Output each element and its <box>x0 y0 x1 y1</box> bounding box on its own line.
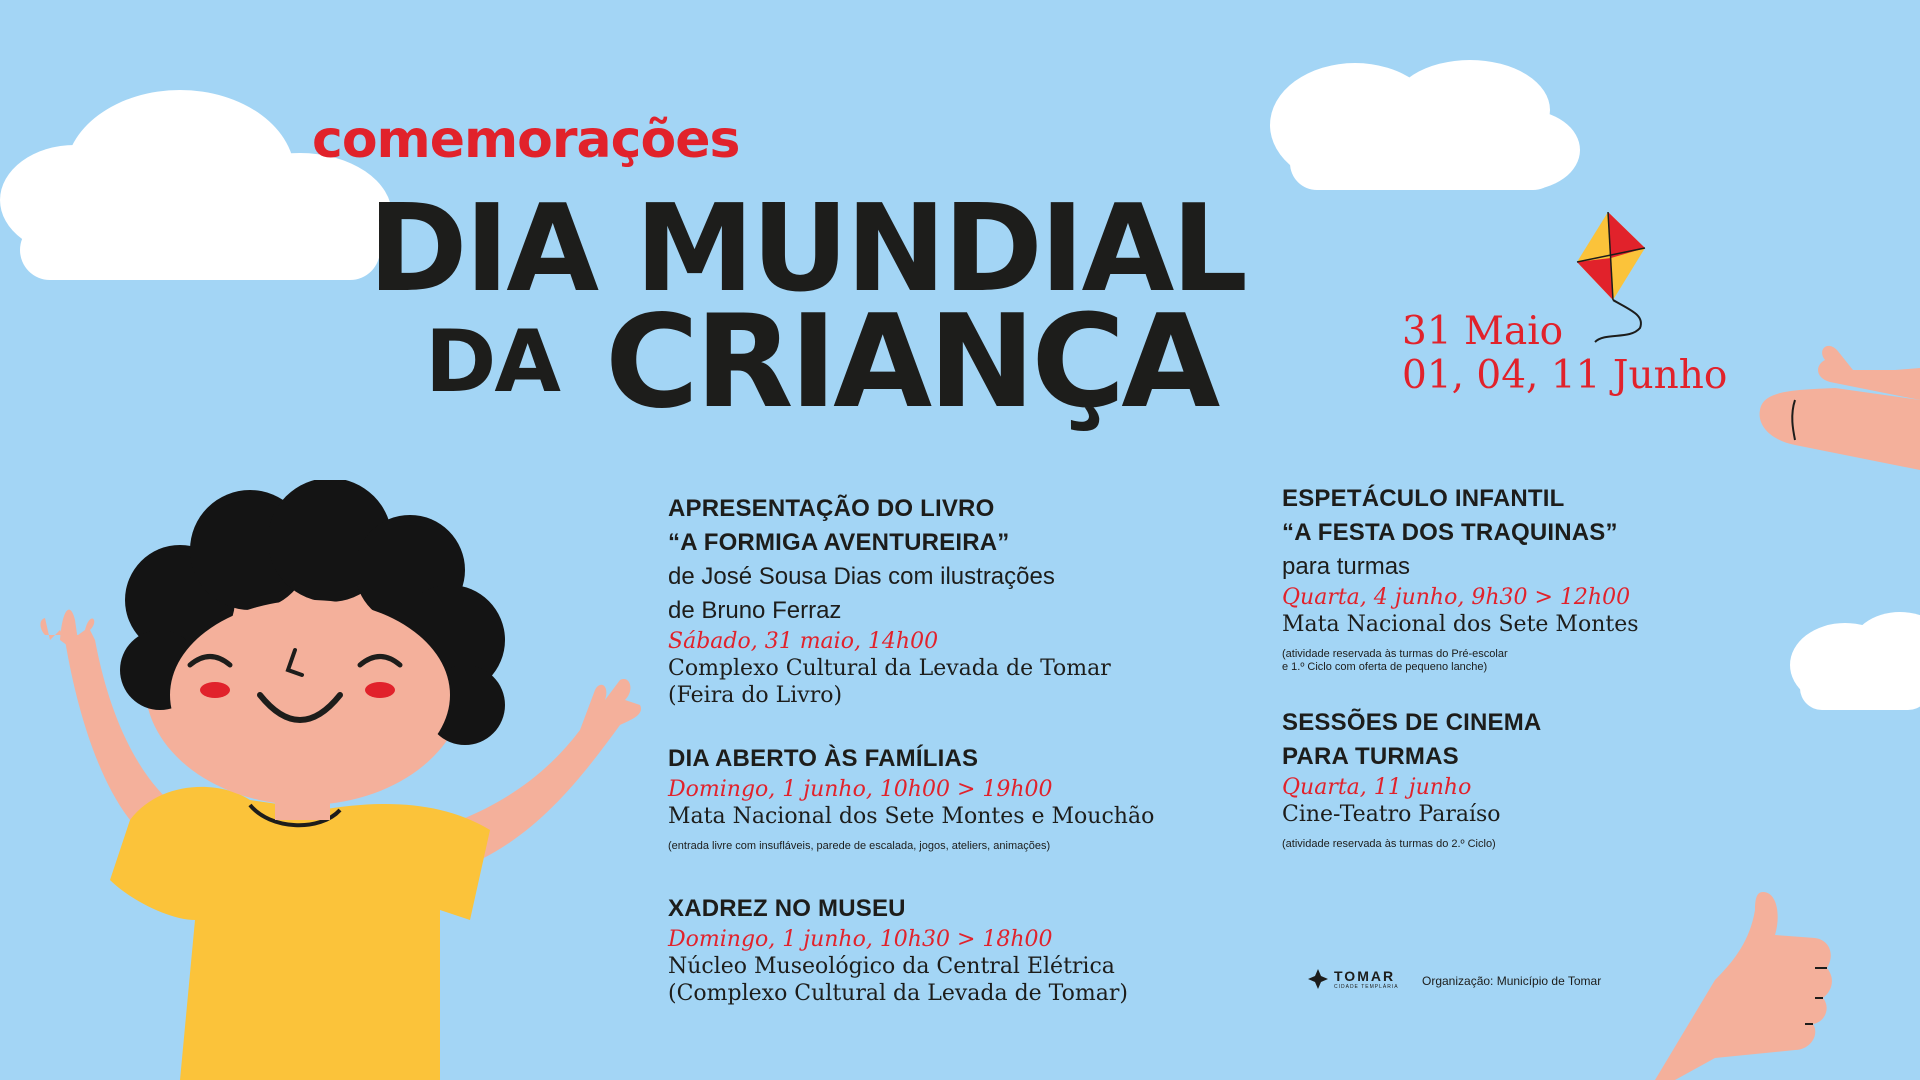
event-location: Complexo Cultural da Levada de Tomar <box>668 656 1111 681</box>
dates-line2: 01, 04, 11 Junho <box>1402 353 1728 398</box>
event-chess-museum <box>668 892 1128 1007</box>
event-location: (Complexo Cultural da Levada de Tomar) <box>668 981 1128 1006</box>
page-title-line1: DIA MUNDIAL <box>368 180 1245 319</box>
event-dates <box>1402 310 1727 398</box>
event-subtitle: de José Sousa Dias com ilustrações <box>668 563 1055 590</box>
thumbs-up-icon <box>1655 890 1835 1080</box>
logo-text: TOMAR <box>1334 968 1396 984</box>
logo-subtext: CIDADE TEMPLÁRIA <box>1334 984 1399 990</box>
cloud-icon <box>1270 55 1580 195</box>
event-note <box>1282 648 1639 674</box>
event-datetime: Quarta, 11 junho <box>1282 775 1472 800</box>
event-location: (Feira do Livro) <box>668 683 843 708</box>
event-heading: ESPETÁCULO INFANTIL <box>1282 485 1565 512</box>
cloud-icon <box>1790 610 1920 720</box>
child-illustration <box>20 480 650 1080</box>
event-note-line: (atividade reservada às turmas do Pré-escolar <box>1282 648 1508 660</box>
tomar-logo <box>1308 968 1399 990</box>
event-location: Cine-Teatro Paraíso <box>1282 802 1501 827</box>
event-heading: “A FESTA DOS TRAQUINAS” <box>1282 519 1618 546</box>
waving-hand-icon <box>1755 340 1920 475</box>
event-heading: “A FORMIGA AVENTUREIRA” <box>668 529 1010 556</box>
event-note: (entrada livre com insufláveis, parede de escalada, jogos, ateliers, animações) <box>668 840 1051 852</box>
dates-line1: 31 Maio <box>1402 309 1564 354</box>
event-datetime: Quarta, 4 junho, 9h30 > 12h00 <box>1282 585 1631 610</box>
organization-credit: Organização: Município de Tomar <box>1422 974 1602 988</box>
event-subtitle: para turmas <box>1282 553 1411 580</box>
event-heading: APRESENTAÇÃO DO LIVRO <box>668 495 995 522</box>
event-heading: PARA TURMAS <box>1282 743 1459 770</box>
event-subtitle: de Bruno Ferraz <box>668 597 842 624</box>
event-heading: DIA ABERTO ÀS FAMÍLIAS <box>668 745 979 772</box>
event-family-open-day <box>668 742 1154 853</box>
page-title-line2-small: DA <box>425 312 559 412</box>
page-title-line2-big: CRIANÇA <box>605 288 1217 437</box>
event-heading: SESSÕES DE CINEMA <box>1282 709 1542 736</box>
event-location: Mata Nacional dos Sete Montes e Mouchão <box>668 804 1155 829</box>
event-datetime: Sábado, 31 maio, 14h00 <box>668 629 939 654</box>
event-location: Mata Nacional dos Sete Montes <box>1282 612 1639 637</box>
tagline: comemorações <box>312 110 740 170</box>
event-datetime: Domingo, 1 junho, 10h00 > 19h00 <box>668 777 1053 802</box>
event-children-show <box>1282 482 1639 674</box>
event-note: (atividade reservada às turmas do 2.º Ciclo) <box>1282 838 1496 850</box>
event-book-presentation <box>668 492 1111 709</box>
event-note-line: e 1.º Ciclo com oferta de pequeno lanche) <box>1282 661 1488 673</box>
event-datetime: Domingo, 1 junho, 10h30 > 18h00 <box>668 927 1053 952</box>
event-cinema-sessions <box>1282 706 1541 851</box>
event-location: Núcleo Museológico da Central Elétrica <box>668 954 1115 979</box>
cross-icon <box>1308 969 1328 989</box>
event-heading: XADREZ NO MUSEU <box>668 895 906 922</box>
